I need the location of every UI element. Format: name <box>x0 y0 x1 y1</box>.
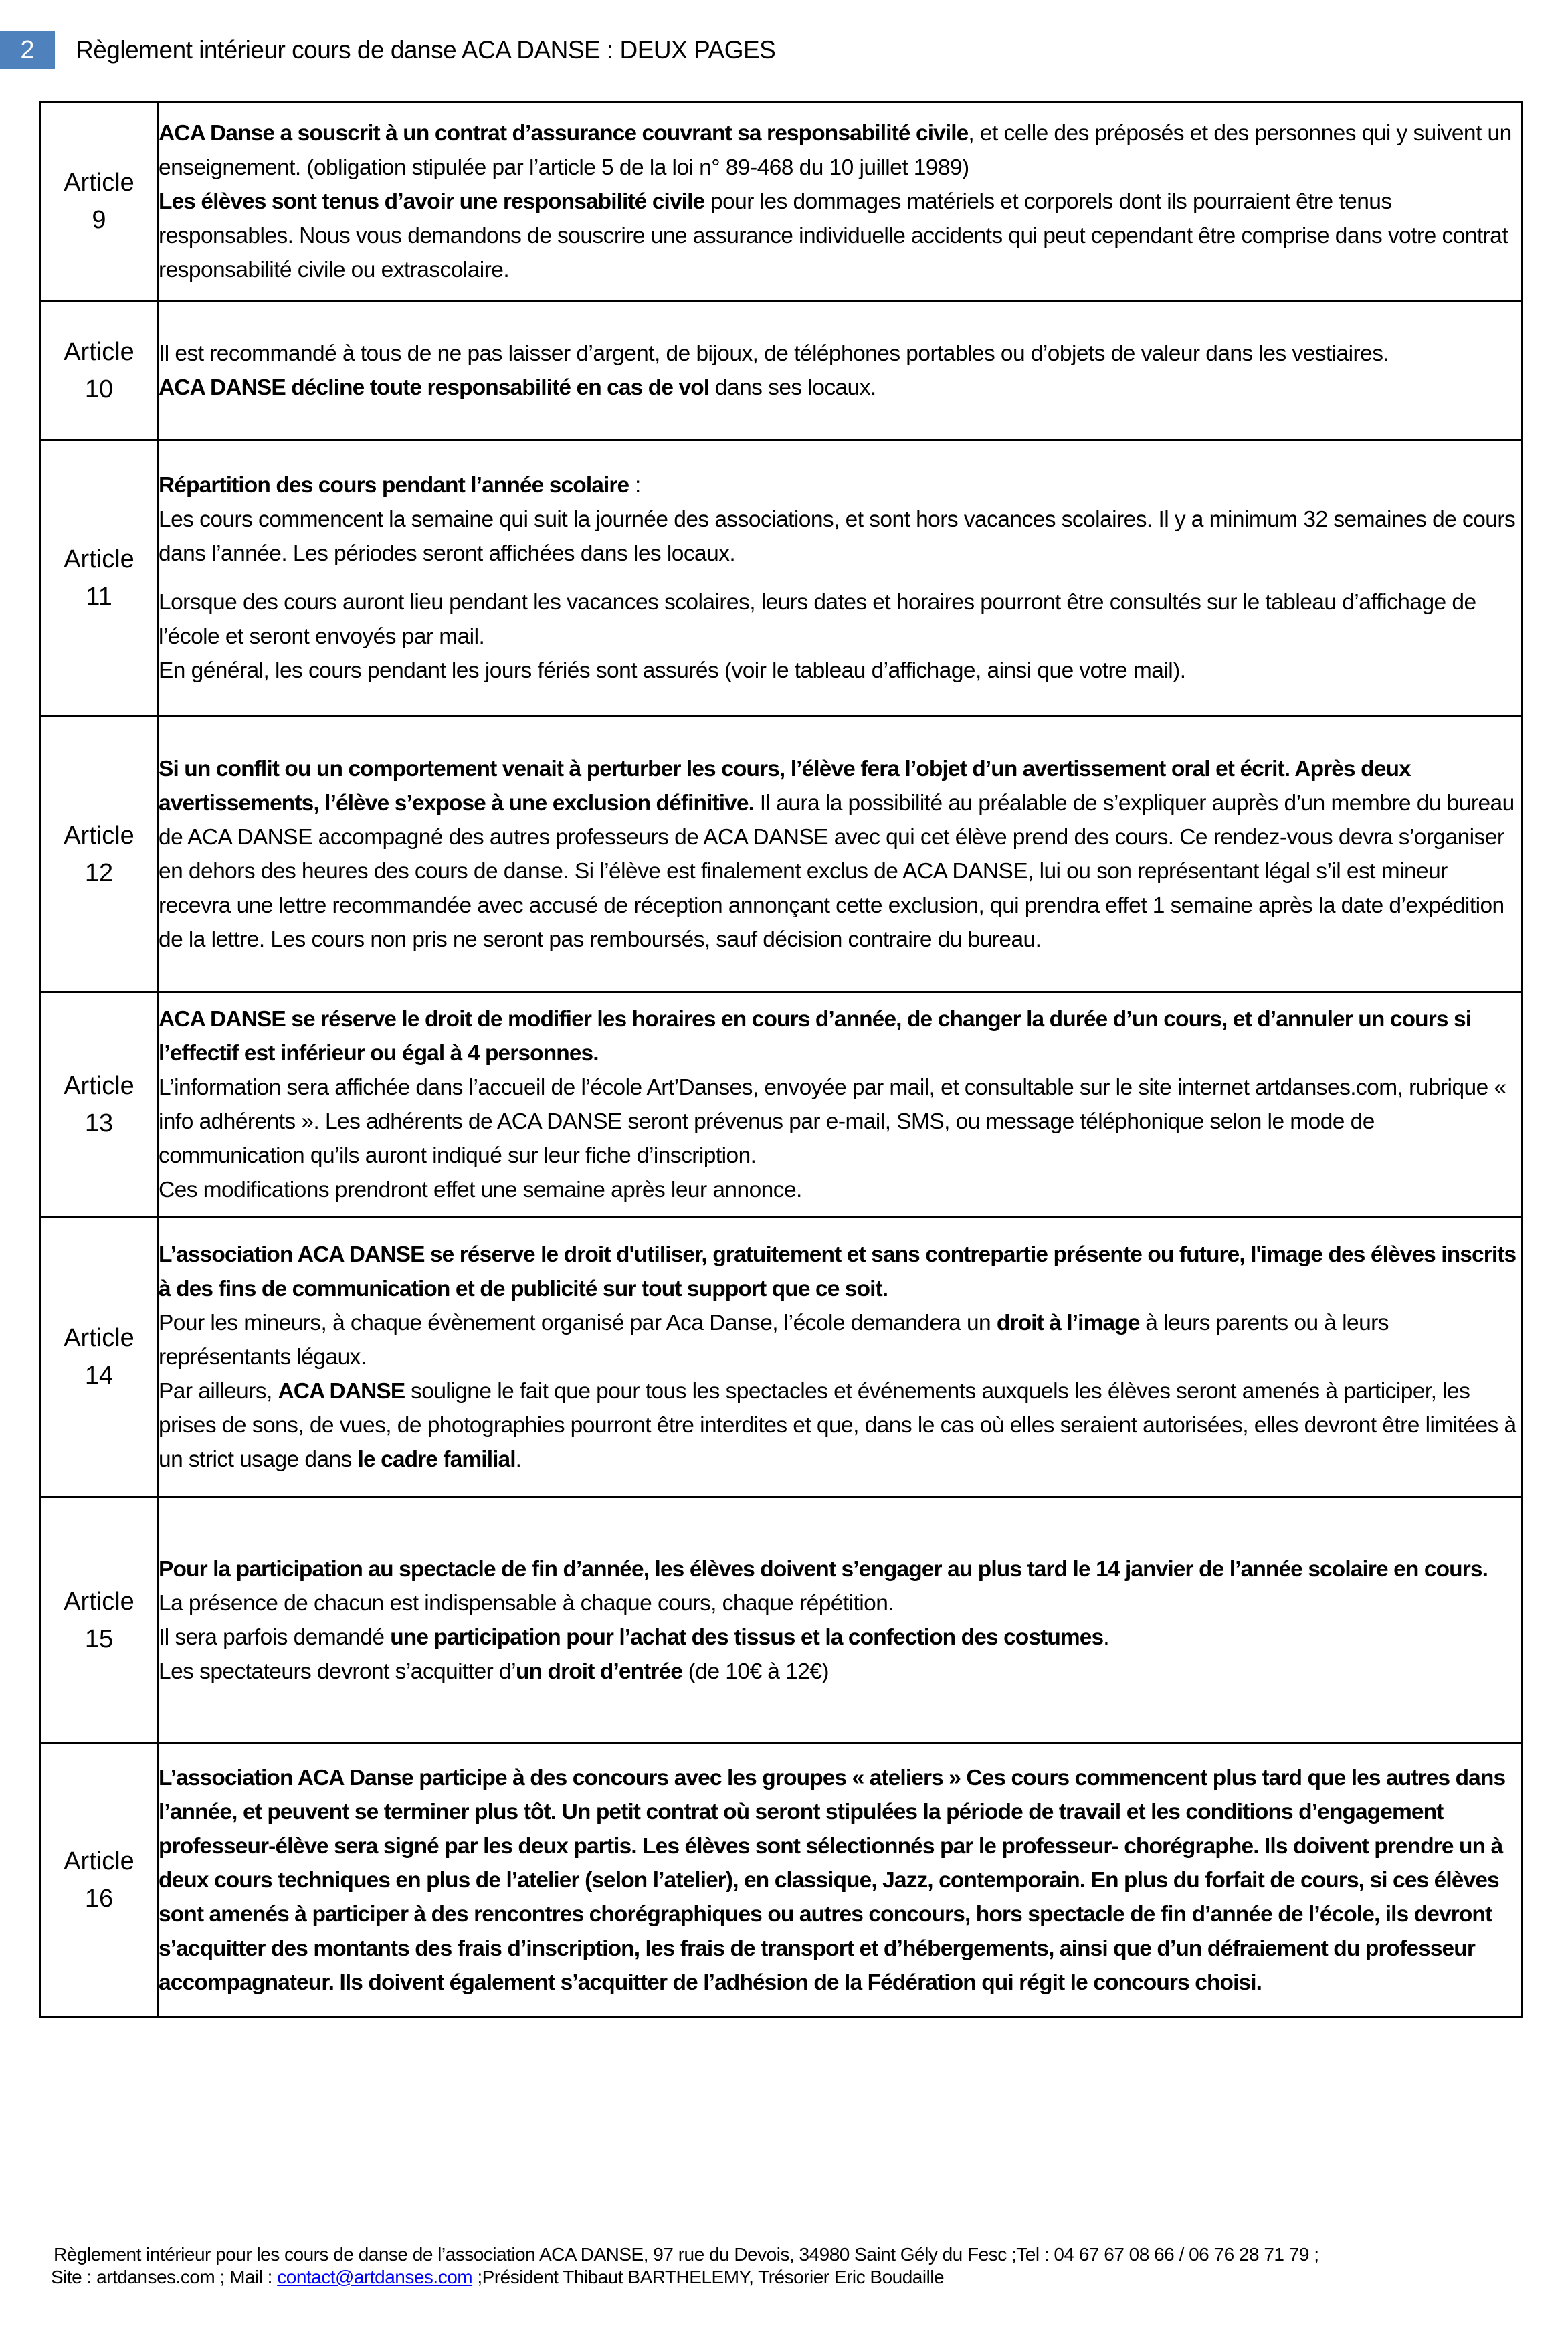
article-paragraph <box>159 371 1521 405</box>
article-paragraph <box>159 752 1521 957</box>
article-paragraph <box>159 654 1521 688</box>
article-number: 10 <box>84 375 114 403</box>
bold-text: ACA Danse a souscrit à un contrat d’assurance couvrant sa responsabilité civile <box>159 120 969 146</box>
article-paragraph <box>159 1655 1521 1689</box>
article-body-cell <box>158 301 1522 440</box>
body-text: , et celle des préposés et des personnes qui y suivent un enseignement. (obligation stipulée par l’article 5 de la loi n° 89-468 du 10 juillet 1989) <box>159 120 1512 180</box>
bold-text: Les élèves sont tenus d’avoir une responsabilité civile <box>159 189 705 214</box>
body-text: : <box>629 473 641 498</box>
article-paragraph <box>159 1761 1521 2000</box>
article-paragraph <box>159 585 1521 654</box>
body-text: Les spectateurs devront s’acquitter d’ <box>159 1659 516 1684</box>
footer-contact-line <box>51 2266 1318 2289</box>
article-label-cell <box>41 1497 158 1744</box>
article-row <box>41 102 1522 301</box>
body-text: à leurs parents ou à leurs représentants légaux. <box>159 1310 1389 1370</box>
article-label: Article <box>64 1324 134 1352</box>
article-paragraph <box>159 1586 1521 1620</box>
body-text: Les cours commencent la semaine qui suit la journée des associations, et sont hors vacances scolaires. Il y a minimum 32 semaines de cours dans l’année. Les périodes seront affichées dans les locaux. <box>159 507 1516 566</box>
footer-site-text: Site : artdanses.com ; Mail : <box>51 2267 278 2287</box>
article-paragraph <box>159 116 1521 185</box>
body-text: Par ailleurs, <box>159 1378 278 1404</box>
body-text: . <box>1103 1624 1110 1650</box>
article-label-cell <box>41 717 158 992</box>
article-label-cell <box>41 1744 158 2017</box>
article-number: 12 <box>84 858 114 887</box>
body-text: En général, les cours pendant les jours fériés sont assurés (voir le tableau d’affichage, ainsi que votre mail). <box>159 658 1186 683</box>
article-number: 15 <box>84 1624 114 1653</box>
article-paragraph <box>159 1306 1521 1374</box>
bold-text: ACA DANSE <box>278 1378 405 1404</box>
article-number: 11 <box>86 583 112 611</box>
article-number: 14 <box>84 1362 114 1390</box>
body-text: L’information sera affichée dans l’accueil de l’école Art’Danses, envoyée par mail, et consultable sur le site internet artdanses.com, rubrique « info adhérents ». Les adhérents de ACA DANSE seront prévenus par e-mail, SMS, ou message téléphonique selon le mode de communication qu’ils auront indiqué sur leur fiche d’inscription. <box>159 1074 1506 1168</box>
footer-address-line: Règlement intérieur pour les cours de danse de l’association ACA DANSE, 97 rue du Devois, 34980 Saint Gély du Fesc ;Tel : 04 67 67 08 66 / 06 76 28 71 79 ; <box>54 2244 1319 2265</box>
article-number: 9 <box>92 206 106 234</box>
article-label: Article <box>64 545 134 573</box>
page-title: Règlement intérieur cours de danse ACA DANSE : DEUX PAGES <box>76 36 776 64</box>
body-text: (de 10€ à 12€) <box>682 1659 829 1684</box>
page-footer <box>51 2243 1319 2289</box>
article-label: Article <box>64 821 134 850</box>
body-text: Il sera parfois demandé <box>159 1624 391 1650</box>
article-body-cell <box>158 1497 1522 1744</box>
article-paragraph <box>159 468 1521 502</box>
article-row <box>41 1744 1522 2017</box>
article-label-cell <box>41 992 158 1217</box>
body-text: Pour les mineurs, à chaque évènement organisé par Aca Danse, l’école demandera un <box>159 1310 997 1335</box>
body-text: Lorsque des cours auront lieu pendant les vacances scolaires, leurs dates et horaires pourront être consultés sur le tableau d’affichage de l’école et seront envoyés par mail. <box>159 590 1476 649</box>
article-paragraph <box>159 1552 1521 1586</box>
footer-email-link[interactable]: contact@artdanses.com <box>277 2267 473 2287</box>
bold-text: L’association ACA Danse participe à des concours avec les groupes « ateliers » Ces cours commencent plus tard que les autres dans l’année, et peuvent se terminer plus tôt. Un petit contrat où seront stipulées la période de travail et les conditions d’engagement professeur-élève sera signé par les deux partis. Les élèves sont sélectionnés par le professeur- chorégraphe. Ils doivent prendre un à deux cours techniques en plus de l’atelier (selon l’atelier), en classique, Jazz, contemporain. En plus du forfait de cours, si ces élèves sont amenés à participer à des rencontres chorégraphiques ou autres concours, hors spectacle de fin d’année de l’école, ils devront s’acquitter des montants des frais d’inscription, les frais de transport et d’hébergements, ainsi que d’un défraiement du professeur accompagnateur. Ils doivent également s’acquitter de l’adhésion de la Fédération qui régit le concours choisi. <box>159 1765 1506 1995</box>
body-text: Il aura la possibilité au préalable de s’expliquer auprès d’un membre du bureau de ACA DANSE accompagné des autres professeurs de ACA DANSE avec qui cet élève prend des cours. Ce rendez-vous devra s’organiser en dehors des heures des cours de danse. Si l’élève est finalement exclus de ACA DANSE, lui ou son représentant légal s’il est mineur recevra une lettre recommandée avec accusé de réception annonçant cette exclusion, qui prendra effet 1 semaine après la date d’expédition de la lettre. Les cours non pris ne seront pas remboursés, sauf décision contraire du bureau. <box>159 790 1514 952</box>
bold-text: Répartition des cours pendant l’année scolaire <box>159 473 629 498</box>
bold-text: ACA DANSE décline toute responsabilité en cas de vol <box>159 375 710 400</box>
article-paragraph <box>159 502 1521 571</box>
article-paragraph <box>159 1173 1521 1207</box>
article-row <box>41 1217 1522 1497</box>
article-paragraph <box>159 1620 1521 1655</box>
article-number: 13 <box>84 1109 114 1137</box>
bold-text: L’association ACA DANSE se réserve le droit d'utiliser, gratuitement et sans contrepartie présente ou future, l'image des élèves inscrits à des fins de communication et de publicité sur tout support que ce soit. <box>159 1242 1516 1301</box>
article-number: 16 <box>84 1885 114 1913</box>
article-row <box>41 1497 1522 1744</box>
article-row <box>41 301 1522 440</box>
article-body-cell <box>158 992 1522 1217</box>
article-body-cell <box>158 102 1522 301</box>
article-paragraph <box>159 337 1521 371</box>
body-text: souligne le fait que pour tous les spectacles et événements auxquels les élèves seront amenés à participer, les prises de sons, de vues, de photographies pourront être interdites et que, dans le cas où elles seraient autorisées, elles devront être limitées à un strict usage dans <box>159 1378 1516 1472</box>
rules-table-body <box>41 102 1522 2017</box>
article-label-cell <box>41 102 158 301</box>
body-text: dans ses locaux. <box>709 375 876 400</box>
article-paragraph <box>159 185 1521 287</box>
bold-text: le cadre familial <box>357 1446 516 1472</box>
article-label: Article <box>64 1587 134 1616</box>
bold-text: ACA DANSE se réserve le droit de modifier les horaires en cours d’année, de changer la durée d’un cours, et d’annuler un cours si l’effectif est inférieur ou égal à 4 personnes. <box>159 1006 1472 1066</box>
article-label: Article <box>64 1071 134 1100</box>
bold-text: Pour la participation au spectacle de fin d’année, les élèves doivent s’engager au plus tard le 14 janvier de l’année scolaire en cours. <box>159 1556 1488 1582</box>
article-body-cell <box>158 1744 1522 2017</box>
bold-text: droit à l’image <box>996 1310 1140 1335</box>
bold-text: une participation pour l’achat des tissus et la confection des costumes <box>390 1624 1104 1650</box>
body-text: La présence de chacun est indispensable à chaque cours, chaque répétition. <box>159 1590 894 1616</box>
article-row <box>41 440 1522 717</box>
article-row <box>41 717 1522 992</box>
article-label-cell <box>41 1217 158 1497</box>
footer-officers-text: ;Président Thibaut BARTHELEMY, Trésorier Eric Boudaille <box>472 2267 945 2287</box>
article-paragraph <box>159 1070 1521 1173</box>
page-header <box>0 31 775 69</box>
article-body-cell <box>158 717 1522 992</box>
rules-table <box>39 101 1523 2018</box>
article-label-cell <box>41 440 158 717</box>
page-number-badge: 2 <box>0 31 55 69</box>
article-paragraph <box>159 1002 1521 1070</box>
body-text: Il est recommandé à tous de ne pas laisser d’argent, de bijoux, de téléphones portables ou d’objets de valeur dans les vestiaires. <box>159 341 1389 366</box>
article-label: Article <box>64 169 134 197</box>
article-paragraph <box>159 1238 1521 1306</box>
article-body-cell <box>158 440 1522 717</box>
article-label-cell <box>41 301 158 440</box>
body-text: . <box>515 1446 522 1472</box>
article-label: Article <box>64 1847 134 1875</box>
body-text: Ces modifications prendront effet une semaine après leur annonce. <box>159 1177 802 1202</box>
article-paragraph <box>159 1374 1521 1477</box>
bold-text: Si un conflit ou un comportement venait à perturber les cours, l’élève fera l’objet d’un avertissement oral et écrit. Après deux avertissements, l’élève s’expose à une exclusion définitive. <box>159 756 1411 816</box>
bold-text: un droit d’entrée <box>516 1659 683 1684</box>
article-row <box>41 992 1522 1217</box>
article-body-cell <box>158 1217 1522 1497</box>
body-text: pour les dommages matériels et corporels dont ils pourraient être tenus responsables. Nous vous demandons de souscrire une assurance individuelle accidents qui peut cependant être comprise dans votre contrat responsabilité civile ou extrascolaire. <box>159 189 1508 282</box>
article-label: Article <box>64 337 134 366</box>
